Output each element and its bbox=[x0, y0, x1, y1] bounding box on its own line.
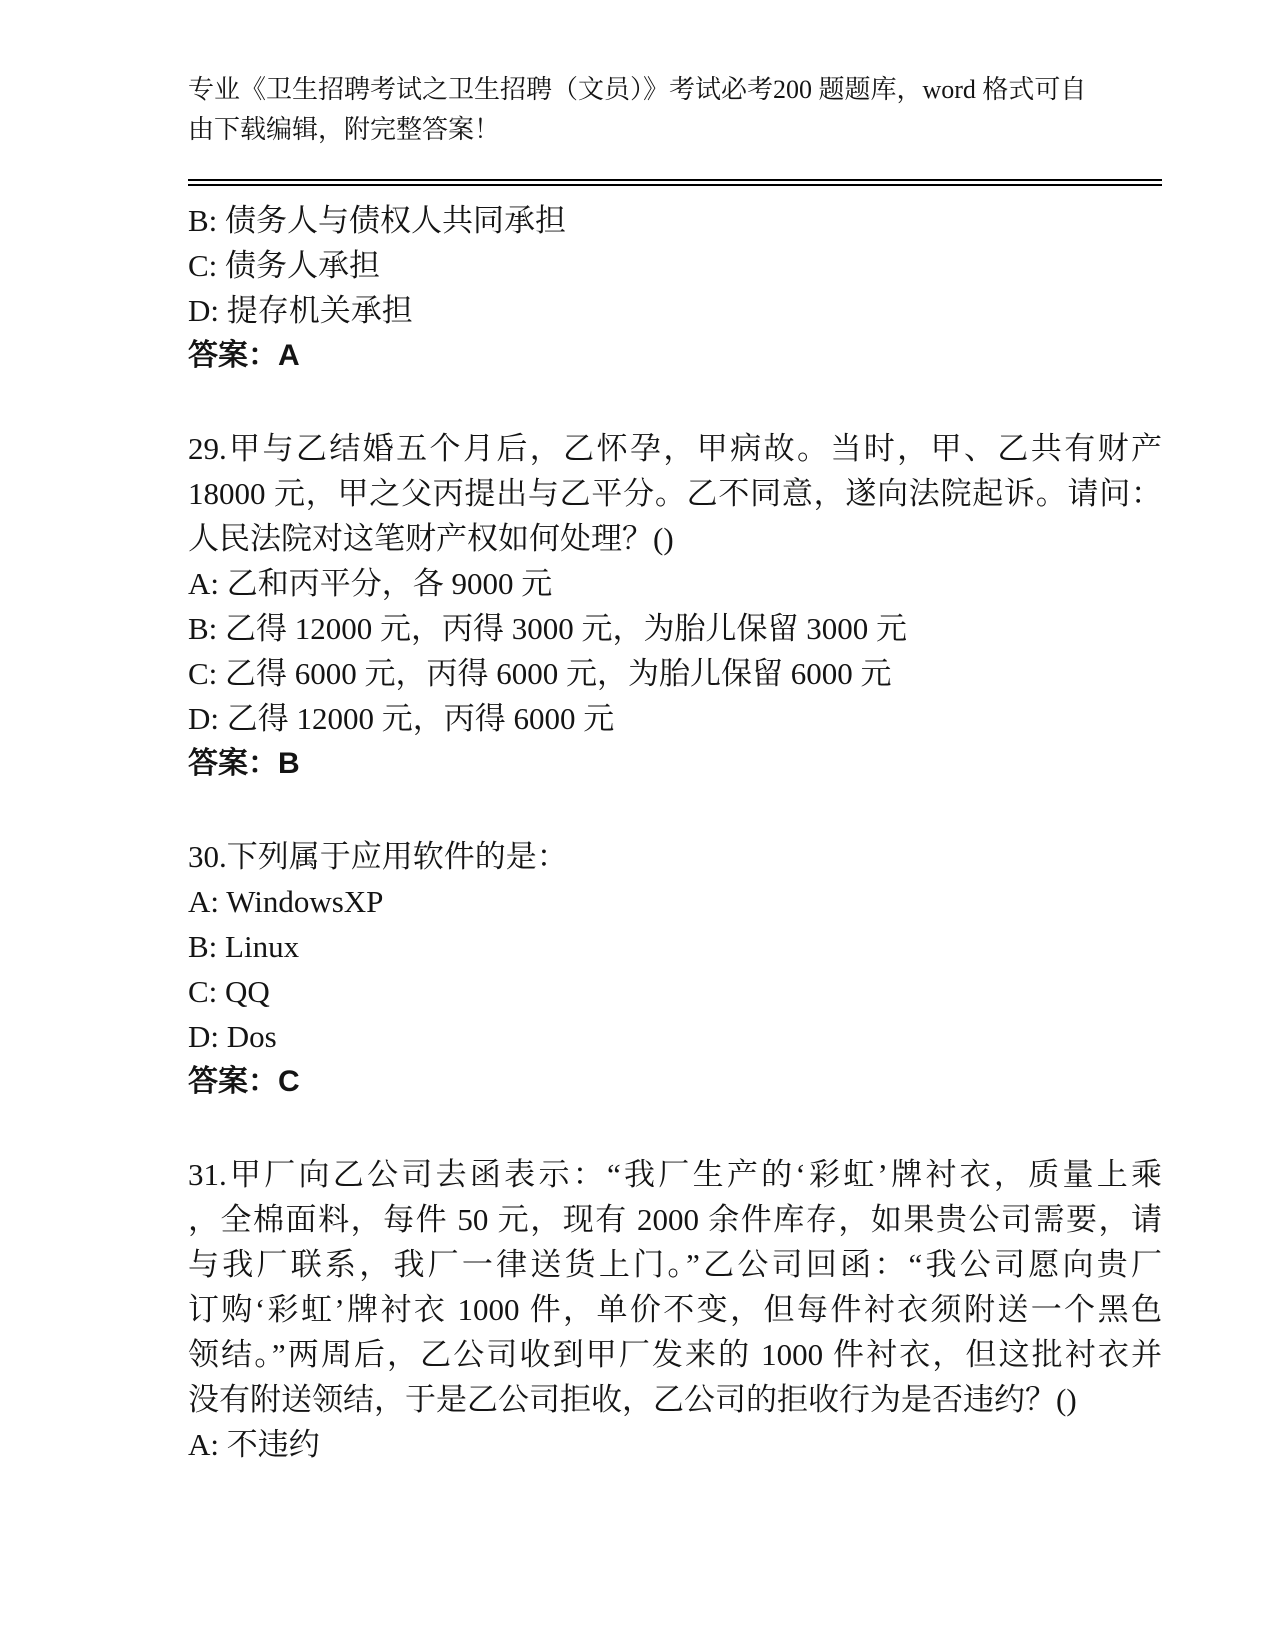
option-line: B: 乙得 12000 元，丙得 3000 元，为胎儿保留 3000 元 bbox=[188, 611, 908, 646]
answer-line: 答案：B bbox=[188, 747, 300, 780]
question-stem-line: 29.甲与乙结婚五个月后，乙怀孕，甲病故。当时，甲、乙共有财产 bbox=[188, 431, 1162, 466]
question-stem-line: 订购‘彩虹’牌衬衣 1000 件，单价不变，但每件衬衣须附送一个黑色 bbox=[188, 1292, 1162, 1327]
header-text-line: 由下载编辑，附完整答案！ bbox=[188, 115, 501, 144]
option-line: B: Linux bbox=[188, 929, 300, 964]
question-stem-line: 31.甲厂向乙公司去函表示：“我厂生产的‘彩虹’牌衬衣，质量上乘 bbox=[188, 1157, 1162, 1192]
answer-line: 答案：A bbox=[188, 339, 300, 372]
option-line: C: QQ bbox=[188, 974, 270, 1009]
question-stem-line: 30.下列属于应用软件的是： bbox=[188, 839, 568, 874]
question-stem-line: 与我厂联系，我厂一律送货上门。”乙公司回函：“我公司愿向贵厂 bbox=[188, 1247, 1162, 1282]
answer-line: 答案：C bbox=[188, 1065, 300, 1098]
option-line: D: 乙得 12000 元，丙得 6000 元 bbox=[188, 701, 615, 736]
option-line: D: Dos bbox=[188, 1019, 277, 1054]
question-stem-line: ，全棉面料，每件 50 元，现有 2000 余件库存，如果贵公司需要，请 bbox=[188, 1202, 1162, 1237]
header-text-line: 专业《卫生招聘考试之卫生招聘（文员）》考试必考200 题题库，word 格式可自 bbox=[188, 75, 1087, 104]
option-line: A: 不违约 bbox=[188, 1427, 320, 1462]
document-body bbox=[188, 198, 1162, 1467]
question-stem-line: 没有附送领结，于是乙公司拒收，乙公司的拒收行为是否违约？() bbox=[188, 1382, 1077, 1417]
option-line: A: WindowsXP bbox=[188, 884, 384, 919]
question-stem-line: 18000 元，甲之父丙提出与乙平分。乙不同意，遂向法院起诉。请问： bbox=[188, 476, 1162, 511]
document-header bbox=[188, 70, 1162, 150]
option-line: D: 提存机关承担 bbox=[188, 293, 413, 328]
header-separator-line bbox=[188, 179, 1162, 186]
question-stem-line: 领结。”两周后，乙公司收到甲厂发来的 1000 件衬衣，但这批衬衣并 bbox=[188, 1337, 1162, 1372]
question-stem-line: 人民法院对这笔财产权如何处理？() bbox=[188, 521, 674, 556]
option-line: C: 乙得 6000 元，丙得 6000 元，为胎儿保留 6000 元 bbox=[188, 656, 892, 691]
option-line: B: 债务人与债权人共同承担 bbox=[188, 203, 567, 238]
option-line: C: 债务人承担 bbox=[188, 248, 381, 283]
option-line: A: 乙和丙平分，各 9000 元 bbox=[188, 566, 553, 601]
